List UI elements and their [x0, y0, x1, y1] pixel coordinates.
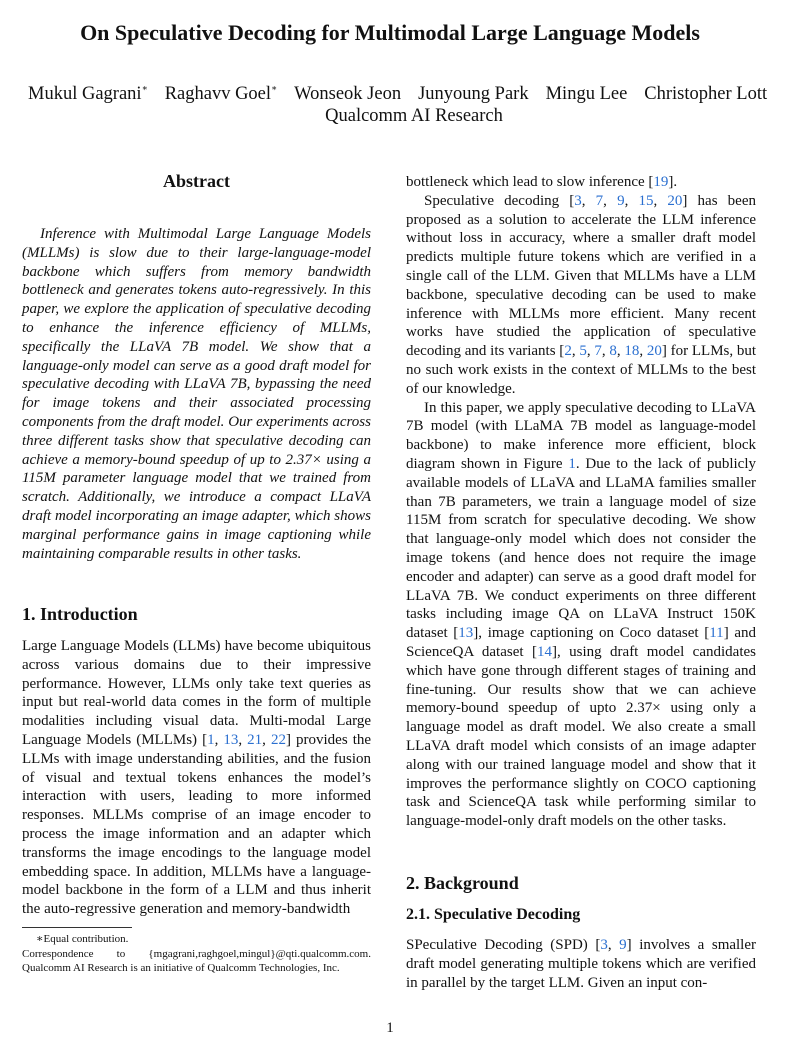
citation-link[interactable]: 3 — [574, 192, 582, 209]
citation-link[interactable]: 19 — [653, 174, 669, 190]
footnote-rule — [22, 927, 132, 928]
text-run: ]. — [668, 174, 678, 190]
intro-paragraph-2 — [406, 192, 756, 399]
text-run: , — [639, 343, 647, 360]
citation-link[interactable]: 15 — [638, 192, 654, 209]
author-name: Raghavv Goel∗ — [164, 83, 278, 104]
citation-link[interactable]: 7 — [594, 343, 602, 360]
author-name: Mukul Gagrani∗ — [28, 83, 148, 104]
text-run: bottleneck which lead to slow inference [ — [406, 174, 654, 190]
text-run: , — [214, 731, 224, 748]
author-list — [28, 84, 804, 105]
text-run: ] for LLMs, but no such work exists in the context of MLLMs to the best of our knowledge. — [406, 343, 757, 397]
text-run: Large Language Models (LLMs) have become ubiquitous across various domains due to their impressive performance. However, LLMs only take text queries as input but real-world data comes in the form of multiple modalities including visual data. Multi-modal Large Language Models (MLLMs) [ — [22, 638, 371, 748]
text-run: ] provides the LLMs with image understanding abilities, and the fusion of visual and textual tokens enhances the model’s interaction with users, leading to more informed responses. MLLMs comprise of an image encoder to process the image information and an adapter which transforms the image encodings to the language model embedding space. In addition, MLLMs have a language-model backbone in the form of a LLM and thus inherit the auto-regressive generation and memory-bandwidth — [22, 731, 372, 918]
citation-link[interactable]: 2 — [564, 343, 572, 360]
text-run: , — [603, 192, 618, 209]
citation-link[interactable]: 22 — [270, 731, 286, 748]
citation-link[interactable]: 1 — [568, 455, 576, 472]
spd-paragraph — [406, 936, 756, 992]
footnote-correspondence: Correspondence to {mgagrani,raghgoel,mingul}@qti.qualcomm.com. Qualcomm AI Research is an initiative of Qualcomm Technologies, Inc. — [22, 947, 371, 974]
citation-link[interactable]: 9 — [617, 192, 625, 209]
author-name: Mingu Lee — [545, 84, 628, 104]
text-run: Speculative decoding [ — [424, 192, 575, 209]
text-run: , — [262, 731, 271, 748]
text-run: , — [571, 343, 580, 360]
author-name: Junyoung Park — [418, 84, 529, 104]
citation-link[interactable]: 8 — [609, 343, 617, 360]
citation-link[interactable]: 20 — [646, 343, 662, 360]
intro-paragraph-1 — [22, 637, 371, 919]
author-name: Christopher Lott — [644, 84, 768, 104]
abstract-heading: Abstract — [163, 171, 230, 191]
text-run: In this paper, we apply speculative decoding to LLaVA 7B model (with LLaMA 7B model as language-model backbone) to make inference more efficient, block diagram shown in Figure — [406, 399, 756, 472]
citation-link[interactable]: 14 — [536, 643, 552, 660]
author-name: Wonseok Jeon — [294, 84, 402, 104]
text-run: ], using draft model candidates which have gone through different stages of training and fine-tuning. Our results show that we can achieve memory-bound speedup of upto 2.37× using only a language model as draft model. We also create a small LLaVA draft model which consists of an image adapter along with our trained language model and show that it improves the performance slightly on COCO captioning task and ScienceQA task while performing similar to language-model-only draft models on the other tasks. — [406, 643, 756, 830]
footnotes — [22, 932, 371, 976]
citation-link[interactable]: 13 — [458, 625, 474, 642]
text-run: ] has been proposed as a solution to accelerate the LLM inference without loss in accuracy, where a smaller draft model predicts multiple future tokens which are verified in a single call of the LLM. Given that MLLMs have a LLM backbone, speculative decoding can be used to make inference with MLLMs more efficient. Many recent works have studied the application of speculative decoding and its variants [ — [406, 192, 757, 360]
text-run: , — [586, 343, 595, 360]
citation-link[interactable]: 5 — [579, 343, 587, 360]
text-run: , — [581, 192, 596, 209]
citation-link[interactable]: 20 — [667, 192, 683, 209]
equal-contribution-mark: ∗ — [271, 83, 278, 93]
citation-link[interactable]: 21 — [247, 731, 263, 748]
citation-link[interactable]: 18 — [624, 343, 640, 360]
affiliation: Qualcomm AI Research — [325, 106, 503, 126]
paper-title: On Speculative Decoding for Multimodal Large Language Models — [80, 20, 700, 45]
text-run: ] and ScienceQA dataset [ — [406, 625, 756, 660]
speculative-decoding-heading: 2.1. Speculative Decoding — [406, 906, 581, 923]
citation-link[interactable]: 13 — [223, 731, 239, 748]
text-run: , — [616, 343, 625, 360]
text-run: , — [624, 192, 639, 209]
text-run: , — [238, 731, 248, 748]
citation-link[interactable]: 11 — [709, 625, 724, 642]
equal-contribution-mark: ∗ — [141, 83, 148, 93]
text-run: SPeculative Decoding (SPD) [ — [406, 937, 601, 953]
introduction-heading: 1. Introduction — [22, 604, 138, 624]
text-run: ], image captioning on Coco dataset [ — [473, 625, 710, 642]
text-run: . Due to the lack of publicly available models of LLaVA and LLaMA families smaller than 7B parameters, we train a language model of size 115M from scratch for speculative decoding. We show that language-only model which does not consider the image tokens (and hence does not require the image encoder and adapter) can serve as a good draft model for LLaVA 7B. We conduct experiments on three different tasks including image QA on LLaVA Instruct 150K dataset [ — [406, 455, 756, 642]
text-run: ] involves a smaller draft model generating multiple tokens which are verified in parallel by the target LLM. Given an input con- — [406, 937, 757, 991]
citation-link[interactable]: 9 — [619, 937, 627, 953]
text-run: , — [607, 937, 620, 953]
text-run: , — [653, 192, 668, 209]
page-number: 1 — [386, 1020, 394, 1036]
citation-link[interactable]: 3 — [600, 937, 608, 953]
intro-continuation — [406, 173, 756, 192]
introduction-body — [22, 637, 371, 919]
citation-link[interactable]: 7 — [595, 192, 604, 209]
intro-paragraph-3 — [406, 399, 756, 831]
citation-link[interactable]: 1 — [207, 731, 215, 748]
text-run: , — [601, 343, 610, 360]
speculative-decoding-body — [406, 936, 756, 992]
right-column-text — [406, 173, 756, 831]
background-heading: 2. Background — [406, 873, 519, 893]
abstract-text: Inference with Multimodal Large Language Models (MLLMs) is slow due to their large-language-model backbone which suffers from memory bandwidth bottleneck and generates tokens auto-regressively. In this paper, we explore the application of speculative decoding to enhance the inference efficiency of MLLMs, specifically the LLaVA 7B model. We show that a language-only model can serve as a good draft model for speculative decoding with LLaVA 7B, bypassing the need for image tokens and their associated processing components from the draft model. Our experiments across three different tasks show that speculative decoding can achieve a memory-bound speedup of up to 2.37× using a 115M parameter language model that we trained from scratch. Additionally, we introduce a compact LLaVA draft model incorporating an image adapter, which shows marginal performance gains in image captioning while maintaining comparable results in other tasks. — [22, 226, 371, 562]
footnote-equal-contribution: ∗Equal contribution. — [36, 933, 129, 945]
